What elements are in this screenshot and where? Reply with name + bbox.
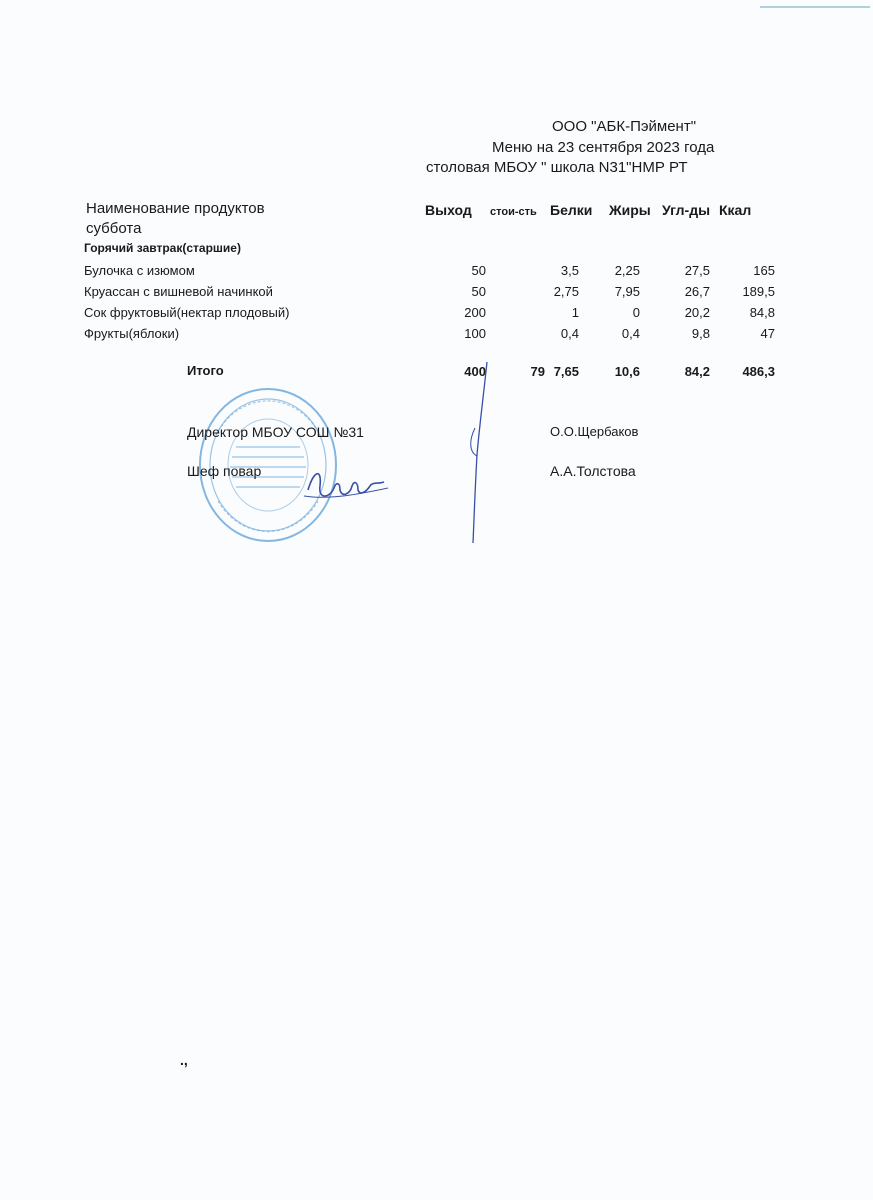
row-protein: 0,4 <box>560 326 579 341</box>
row-kcal: 165 <box>753 263 775 278</box>
row-carbs: 9,8 <box>691 326 710 341</box>
row-name: Фрукты(яблоки) <box>84 326 180 341</box>
row-name: Круассан с вишневой начинкой <box>84 284 273 299</box>
director-title: Директор МБОУ СОШ №31 <box>187 424 364 440</box>
chef-name: А.А.Толстова <box>550 463 636 479</box>
total-kcal: 486,3 <box>742 364 775 379</box>
row-carbs: 20,2 <box>684 305 710 320</box>
row-kcal: 84,8 <box>749 305 775 320</box>
row-output: 50 <box>471 284 486 299</box>
footer-mark: ., <box>180 1052 188 1068</box>
fat-column-header: Жиры <box>609 202 651 218</box>
total-cost: 79 <box>530 364 545 379</box>
row-fat: 0,4 <box>621 326 640 341</box>
total-output: 400 <box>464 364 486 379</box>
name-column-header: Наименование продуктов <box>86 200 265 217</box>
scan-edge-line <box>760 6 870 8</box>
chef-title: Шеф повар <box>187 463 262 479</box>
row-output: 50 <box>471 263 486 278</box>
protein-column-header: Белки <box>550 202 593 218</box>
total-label: Итого <box>187 363 224 378</box>
row-name: Сок фруктовый(нектар плодовый) <box>84 305 290 320</box>
row-output: 100 <box>464 326 486 341</box>
row-fat: 0 <box>632 305 640 320</box>
row-carbs: 26,7 <box>684 284 710 299</box>
chef-signature <box>300 460 390 510</box>
row-fat: 2,25 <box>614 263 640 278</box>
row-carbs: 27,5 <box>684 263 710 278</box>
menu-date: Меню на 23 сентября 2023 года <box>492 139 715 156</box>
company-name: ООО "АБК-Пэймент" <box>552 118 697 135</box>
row-protein: 1 <box>571 305 579 320</box>
carbs-column-header: Угл-ды <box>662 202 711 218</box>
output-column-header: Выход <box>425 202 472 218</box>
total-protein: 7,65 <box>553 364 579 379</box>
director-name: О.О.Щербаков <box>550 424 639 439</box>
cost-column-header: стои-сть <box>490 206 537 218</box>
row-name: Булочка с изюмом <box>84 263 195 278</box>
row-kcal: 47 <box>760 326 775 341</box>
canteen-name: столовая МБОУ " школа N31"НМР РТ <box>426 159 688 176</box>
row-protein: 3,5 <box>560 263 579 278</box>
row-kcal: 189,5 <box>742 284 775 299</box>
total-carbs: 84,2 <box>684 364 710 379</box>
day-label: суббота <box>86 220 142 237</box>
kcal-column-header: Ккал <box>719 202 752 218</box>
total-fat: 10,6 <box>614 364 640 379</box>
row-fat: 7,95 <box>614 284 640 299</box>
row-output: 200 <box>464 305 486 320</box>
row-protein: 2,75 <box>553 284 579 299</box>
section-title: Горячий завтрак(старшие) <box>84 241 241 255</box>
pen-stroke <box>455 360 495 545</box>
